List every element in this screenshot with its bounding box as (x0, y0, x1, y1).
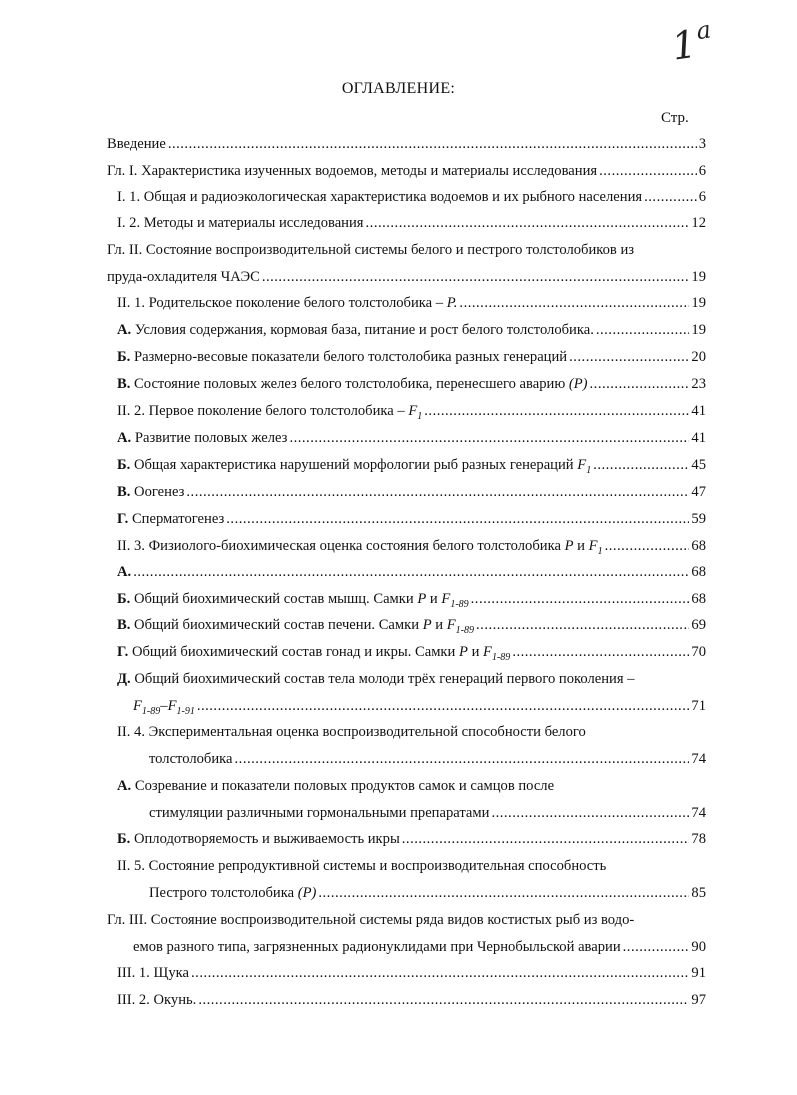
toc-entry: стимуляции различными гормональными препаратами ..... 74 (149, 806, 706, 821)
toc-entry: Гл. I. Характеристика изученных водоемов, методы и материалы исследования ..... 6 (107, 164, 706, 179)
toc-entry: толстолобика ..... 74 (149, 752, 706, 767)
toc-entry: Гл. II. Состояние воспроизводительной системы белого и пестрого толстолобиков из (107, 242, 635, 258)
toc-entry: II. 4. Экспериментальная оценка воспроизводительной способности белого (117, 724, 586, 740)
toc-entry: емов разного типа, загрязненных радионуклидами при Чернобыльской аварии ..... 90 (133, 940, 706, 955)
toc-entry: III. 1. Щука ..... 91 (117, 966, 706, 981)
toc-entry: Б. Общий биохимический состав мышц. Самки P и $F_{1-89}$ ..... 68 (117, 592, 706, 610)
toc-entry: III. 2. Окунь. ..... 97 (117, 993, 706, 1008)
toc-entry: II. 1. Родительское поколение белого толстолобика – P. ..... 19 (117, 296, 706, 311)
toc-entry: I. 2. Методы и материалы исследования ..... 12 (117, 216, 706, 231)
handwritten-page-number: 1$^a$ (669, 15, 713, 69)
toc-entry: А. Развитие половых желез ..... 41 (117, 431, 706, 446)
toc-entry: А. ..... 68 (117, 565, 706, 580)
toc-entry: Б. Размерно-весовые показатели белого толстолобика разных генераций ..... 20 (117, 350, 706, 365)
toc-entry: II. 3. Физиолого-биохимическая оценка состояния белого толстолобика P и $F_1$ ..... 68 (117, 539, 706, 557)
toc-entry: II. 5. Состояние репродуктивной системы и воспроизводительная способность (117, 858, 607, 874)
toc-entry: $F_{1-89}-F_{1-91}$ ..... 71 (133, 699, 706, 717)
toc-entry: Г. Сперматогенез ..... 59 (117, 512, 706, 527)
page-column-label: Стр. (661, 110, 689, 126)
toc-entry: А. Условия содержания, кормовая база, питание и рост белого толстолобика. ..... 19 (117, 323, 706, 338)
page-title: ОГЛАВЛЕНИЕ: (341, 80, 456, 97)
toc-entry: Б. Общая характеристика нарушений морфологии рыб разных генераций $F_1$ ..... 45 (117, 458, 706, 476)
toc-entry: II. 2. Первое поколение белого толстолобика – $F_1$ ..... 41 (117, 404, 706, 422)
toc-entry: В. Состояние половых желез белого толстолобика, перенесшего аварию (P) ..... 23 (117, 377, 706, 392)
toc-entry: А. Созревание и показатели половых продуктов самок и самцов после (117, 778, 555, 794)
toc-entry: Д. Общий биохимический состав тела молоди трёх генераций первого поколения – (117, 671, 635, 687)
toc-entry: I. 1. Общая и радиоэкологическая характеристика водоемов и их рыбного населения ..... 6 (117, 190, 706, 205)
toc-entry: Пестрого толстолобика (P) ..... 85 (149, 886, 706, 901)
toc-entry: Гл. III. Состояние воспроизводительной системы ряда видов костистых рыб из водо- (107, 912, 635, 928)
toc-entry: Б. Оплодотворяемость и выживаемость икры ..... 78 (117, 832, 706, 847)
toc-entry: Г. Общий биохимический состав гонад и икры. Самки P и $F_{1-89}$ ..... 70 (117, 645, 706, 663)
toc-entry: пруда-охладителя ЧАЭС ..... 19 (107, 270, 706, 285)
toc-entry: В. Общий биохимический состав печени. Самки P и $F_{1-89}$ ..... 69 (117, 618, 706, 636)
toc-entry: В. Оогенез ..... 47 (117, 485, 706, 500)
toc-entry: Введение ..... 3 (107, 137, 706, 152)
